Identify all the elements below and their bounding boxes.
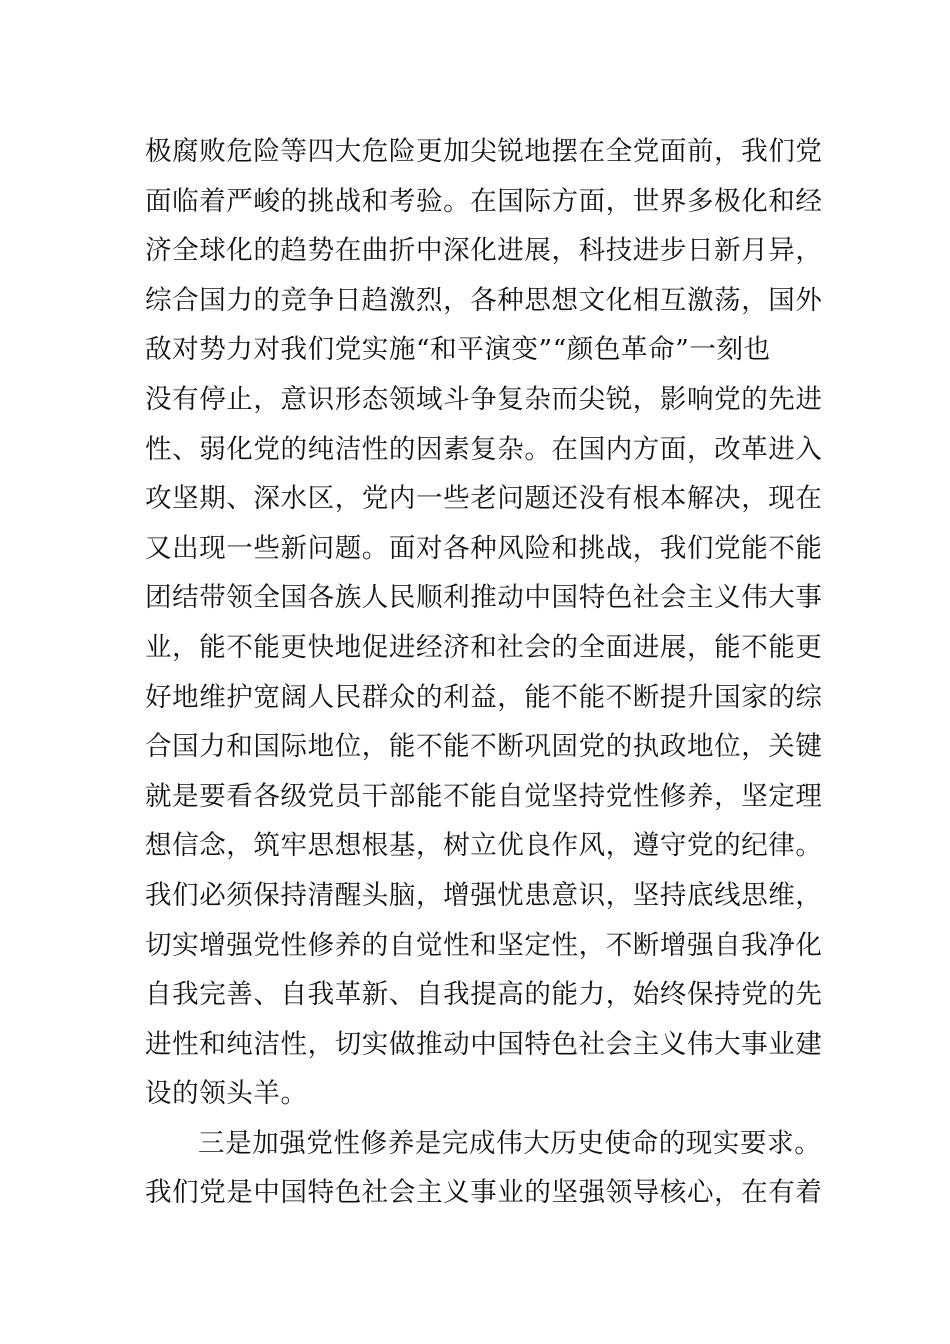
- text-line: 我们必须保持清醒头脑，增强忧患意识，坚持底线思维，: [145, 879, 823, 911]
- text-line: 团结带领全国各族人民顺利推动中国特色社会主义伟大事: [145, 582, 823, 614]
- text-line: 自我完善、自我革新、自我提高的能力，始终保持党的先: [145, 979, 823, 1011]
- text-line: 想信念，筑牢思想根基，树立优良作风，遵守党的纪律。: [145, 830, 823, 862]
- text-line: 好地维护宽阔人民群众的利益，能不能不断提升国家的综: [145, 681, 823, 713]
- text-line: 切实增强党性修养的自觉性和坚定性，不断增强自我净化: [145, 929, 823, 961]
- text-line: 合国力和国际地位，能不能不断巩固党的执政地位，关键: [145, 731, 823, 763]
- text-line: 济全球化的趋势在曲折中深化进展，科技进步日新月异，: [145, 235, 823, 267]
- text-line: 又出现一些新问题。面对各种风险和挑战，我们党能不能: [145, 532, 823, 564]
- text-line: 设的领头羊。: [145, 1078, 308, 1110]
- text-line: 没有停止，意识形态领域斗争复杂而尖锐，影响党的先进: [145, 383, 823, 415]
- text-line: 敌对势力对我们党实施“和平演变”“颜色革命”一刻也: [145, 334, 771, 366]
- text-line: 就是要看各级党员干部能不能自觉坚持党性修养，坚定理: [145, 780, 823, 812]
- text-line: 综合国力的竞争日趋激烈，各种思想文化相互激荡，国外: [145, 284, 823, 316]
- text-line: 面临着严峻的挑战和考验。在国际方面，世界多极化和经: [145, 185, 823, 217]
- text-line: 业，能不能更快地促进经济和社会的全面进展，能不能更: [145, 631, 823, 663]
- text-line: 进性和纯洁性，切实做推动中国特色社会主义伟大事业建: [145, 1028, 823, 1060]
- text-line: 攻坚期、深水区，党内一些老问题还没有根本解决，现在: [145, 483, 823, 515]
- text-line: 我们党是中国特色社会主义事业的坚强领导核心，在有着: [145, 1177, 823, 1209]
- text-line: 极腐败危险等四大危险更加尖锐地摆在全党面前，我们党: [145, 136, 823, 167]
- paragraph-start-line: 三是加强党性修养是完成伟大历史使命的现实要求。: [198, 1127, 822, 1159]
- body-text: [145, 127, 823, 1218]
- text-line: 性、弱化党的纯洁性的因素复杂。在国内方面，改革进入: [145, 433, 823, 465]
